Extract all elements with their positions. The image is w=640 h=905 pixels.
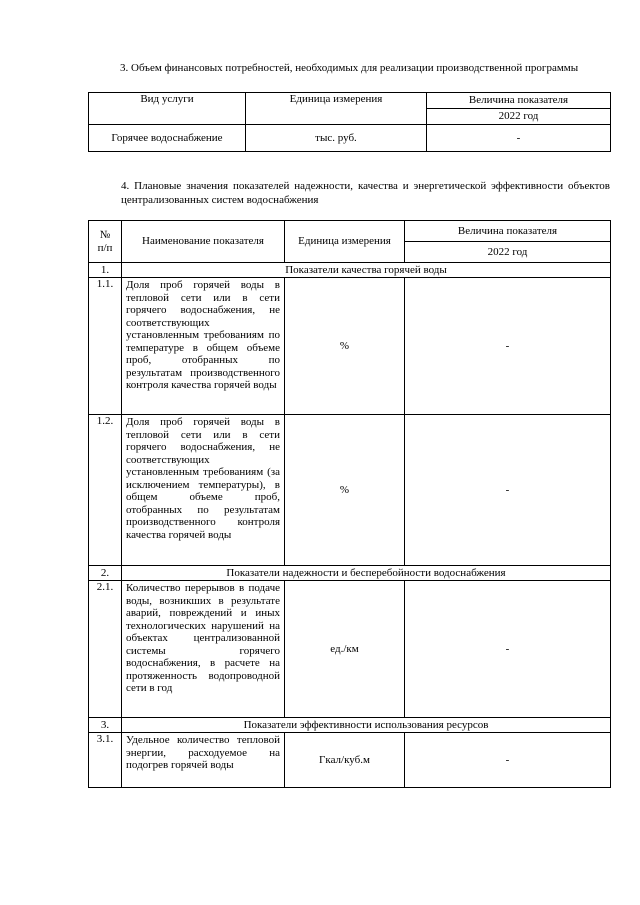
table-row [89,581,611,718]
indicator-name: Доля проб горячей воды в тепловой сети или в сети горячего водоснабжения, не соответствующих установленным требованиям (за исключением температуры), в общем объеме проб, отобранных по результатам производственного контроля качества горячей воды [122,415,285,566]
unit-cell: тыс. руб. [246,125,427,152]
table-row [89,733,611,788]
indicators-table [88,220,611,788]
header-num: № п/п [89,221,122,263]
unit-cell: ед./км [285,581,405,718]
group-row [89,566,611,581]
value-cell: - [405,581,611,718]
header-unit: Единица измерения [285,221,405,263]
group-title: Показатели эффективности использования ресурсов [122,718,611,733]
unit-cell: % [285,415,405,566]
row-num: 1.2. [89,415,122,566]
row-num: 3.1. [89,733,122,788]
value-cell: - [405,415,611,566]
group-num: 2. [89,566,122,581]
group-row [89,718,611,733]
group-row [89,263,611,278]
value-cell: - [405,733,611,788]
group-title: Показатели качества горячей воды [122,263,611,278]
group-title: Показатели надежности и бесперебойности водоснабжения [122,566,611,581]
value-cell: - [427,125,611,152]
header-name: Наименование показателя [122,221,285,263]
section3-heading: 3. Объем финансовых потребностей, необходимых для реализации производственной программы [120,62,579,74]
indicator-name: Доля проб горячей воды в тепловой сети или в сети горячего водоснабжения, не соответствующих установленным требованиям по температуре в общем объеме проб, отобранных по результатам производственного контроля качества горячей воды [122,278,285,415]
row-num: 1.1. [89,278,122,415]
group-num: 1. [89,263,122,278]
header-year: 2022 год [427,109,611,125]
header-value: Величина показателя [405,221,611,242]
header-value: Величина показателя [427,93,611,109]
table-row [89,125,611,152]
unit-cell: % [285,278,405,415]
service-cell: Горячее водоснабжение [89,125,246,152]
indicator-name: Количество перерывов в подаче воды, возникших в результате аварий, повреждений и иных технологических нарушений на объектах централизованной системы горячего водоснабжения, в расчете на протяженность водопроводной сети в год [122,581,285,718]
section4-heading: 4. Плановые значения показателей надежности, качества и энергетической эффективности объектов централизованных систем водоснабжения [121,180,610,206]
header-service: Вид услуги [89,93,246,125]
table-row [89,278,611,415]
row-num: 2.1. [89,581,122,718]
header-unit: Единица измерения [246,93,427,125]
header-year: 2022 год [405,242,611,263]
value-cell: - [405,278,611,415]
financial-needs-table [88,92,611,152]
indicator-name: Удельное количество тепловой энергии, расходуемое на подогрев горячей воды [122,733,285,788]
unit-cell: Гкал/куб.м [285,733,405,788]
group-num: 3. [89,718,122,733]
table-row [89,415,611,566]
